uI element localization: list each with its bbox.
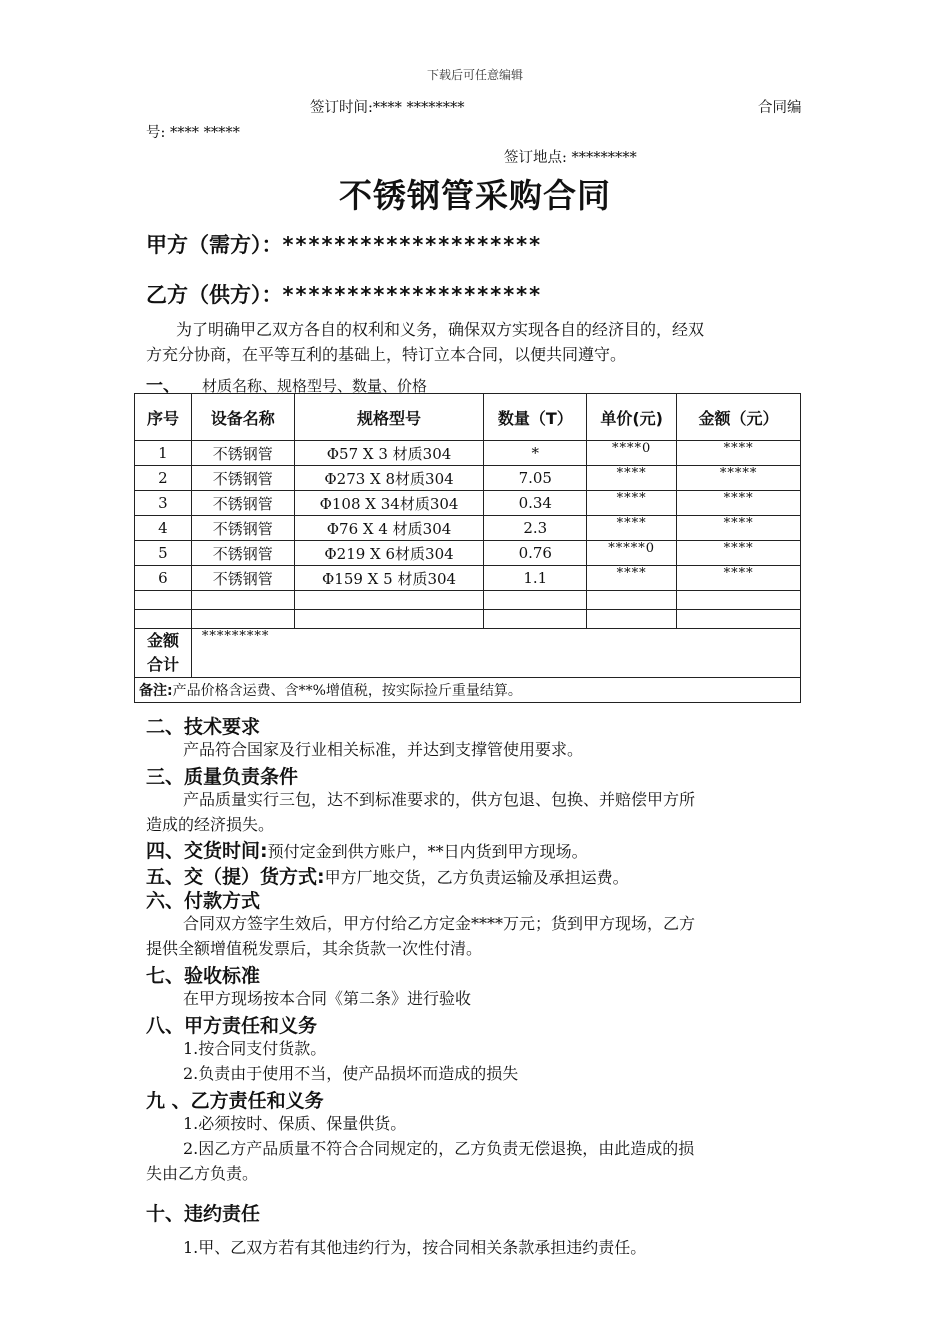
contract-number-label: 合同编 (758, 100, 802, 116)
section-9-item-2-line-2: 失由乙方负责。 (146, 1164, 259, 1183)
total-row (135, 629, 801, 678)
cell-quantity: 7.05 (484, 466, 587, 491)
cell-name: 不锈钢管 (191, 441, 294, 466)
section-4 (146, 836, 588, 864)
section-1-number: 一、 (146, 376, 180, 396)
cell-index: 5 (135, 541, 192, 566)
intro-line-1: 为了明确甲乙双方各自的权利和义务，确保双方实现各自的经济目的，经双 (176, 320, 705, 339)
section-5-title: 五、交（提）货方式: (146, 866, 325, 888)
party-b-value: ******************** (282, 283, 543, 307)
section-7-text: 在甲方现场按本合同《第二条》进行验收 (183, 989, 472, 1008)
section-9-item-1: 1.必须按时、保质、保量供货。 (183, 1114, 407, 1133)
cell-index: 2 (135, 466, 192, 491)
cell-unit-price: **** (587, 566, 677, 591)
cell-quantity: 2.3 (484, 516, 587, 541)
cell-quantity: * (484, 441, 587, 466)
table-row (135, 491, 801, 516)
section-3-line-1: 产品质量实行三包，达不到标准要求的，供方包退、包换、并赔偿甲方所 (183, 790, 696, 809)
cell-spec: Φ76 X 4 材质304 (294, 516, 484, 541)
party-a-value: ******************** (282, 233, 543, 257)
cell-index: 6 (135, 566, 192, 591)
total-label-line-1: 金额 (146, 631, 179, 650)
contract-title: 不锈钢管采购合同 (339, 176, 611, 215)
cell-unit-price: **** (587, 491, 677, 516)
cell-amount: **** (677, 491, 801, 516)
cell-index: 3 (135, 491, 192, 516)
section-8-item-2: 2.负责由于使用不当，使产品损坏而造成的损失 (183, 1064, 519, 1083)
table-row (135, 541, 801, 566)
contract-number: 号: **** ***** (146, 125, 240, 141)
cell-unit-price: **** (587, 516, 677, 541)
cell-index: 4 (135, 516, 192, 541)
note-label: 备注: (139, 683, 173, 699)
cell-quantity: 0.76 (484, 541, 587, 566)
section-4-text: 预付定金到供方账户，**日内货到甲方现场。 (267, 842, 588, 861)
section-10-title: 十、违约责任 (146, 1203, 261, 1225)
section-8-title: 八、甲方责任和义务 (146, 1015, 318, 1037)
section-2-text: 产品符合国家及行业相关标准，并达到支撑管使用要求。 (183, 740, 584, 759)
total-label (135, 629, 192, 678)
cell-spec: Φ219 X 6材质304 (294, 541, 484, 566)
col-header-index: 序号 (135, 394, 192, 441)
section-8-item-1: 1.按合同支付货款。 (183, 1039, 327, 1058)
cell-amount: **** (677, 441, 801, 466)
cell-unit-price: ****0 (587, 441, 677, 466)
col-header-amount: 金额（元） (677, 394, 801, 441)
section-4-title: 四、交货时间: (146, 840, 268, 862)
party-a (146, 229, 542, 259)
cell-spec: Φ57 X 3 材质304 (294, 441, 484, 466)
section-6-line-2: 提供全额增值税发票后，其余货款一次性付清。 (146, 939, 483, 958)
note-text: 产品价格含运费、含**%增值税，按实际捡斤重量结算。 (172, 683, 522, 699)
cell-amount: ***** (677, 466, 801, 491)
section-10-item-1: 1.甲、乙双方若有其他违约行为，按合同相关条款承担违约责任。 (183, 1238, 647, 1257)
col-header-quantity: 数量（T） (484, 394, 587, 441)
table-row (135, 516, 801, 541)
cell-name: 不锈钢管 (191, 466, 294, 491)
cell-index: 1 (135, 441, 192, 466)
cell-name: 不锈钢管 (191, 541, 294, 566)
cell-spec: Φ159 X 5 材质304 (294, 566, 484, 591)
table-note (135, 678, 801, 703)
col-header-name: 设备名称 (191, 394, 294, 441)
section-9-title: 九 、乙方责任和义务 (146, 1090, 324, 1112)
section-3-title: 三、质量负责条件 (146, 766, 299, 788)
party-b-label: 乙方（供方）： (146, 283, 283, 307)
section-2-title: 二、技术要求 (146, 716, 261, 738)
table-row (135, 466, 801, 491)
cell-quantity: 0.34 (484, 491, 587, 516)
section-1-title: 材质名称、规格型号、数量、价格 (202, 377, 428, 395)
section-3-line-2: 造成的经济损失。 (146, 815, 275, 834)
section-6-line-1: 合同双方签字生效后，甲方付给乙方定金****万元；货到甲方现场，乙方 (183, 914, 696, 933)
party-b (146, 279, 542, 309)
download-note: 下载后可任意编辑 (426, 68, 523, 82)
empty-row (135, 591, 801, 610)
section-7-title: 七、验收标准 (146, 965, 261, 987)
section-6-title: 六、付款方式 (146, 890, 261, 912)
sign-place: 签订地点: ********* (504, 150, 637, 166)
col-header-unit-price: 单价(元) (587, 394, 677, 441)
cell-name: 不锈钢管 (191, 566, 294, 591)
section-9-item-2-line-1: 2.因乙方产品质量不符合合同规定的，乙方负责无偿退换，由此造成的损 (183, 1139, 695, 1158)
cell-name: 不锈钢管 (191, 516, 294, 541)
table-row (135, 441, 801, 466)
col-header-spec: 规格型号 (294, 394, 484, 441)
party-a-label: 甲方（需方）： (146, 233, 283, 257)
sign-time: 签订时间:**** ******** (310, 100, 465, 116)
materials-table (134, 393, 801, 703)
cell-name: 不锈钢管 (191, 491, 294, 516)
intro-line-2: 方充分协商，在平等互利的基础上，特订立本合同，以便共同遵守。 (146, 345, 627, 364)
cell-spec: Φ108 X 34材质304 (294, 491, 484, 516)
total-value: ********* (191, 629, 800, 678)
cell-unit-price: *****0 (587, 541, 677, 566)
table-row (135, 566, 801, 591)
cell-quantity: 1.1 (484, 566, 587, 591)
cell-spec: Φ273 X 8材质304 (294, 466, 484, 491)
total-label-line-2: 合计 (146, 655, 179, 674)
cell-unit-price: **** (587, 466, 677, 491)
empty-row (135, 610, 801, 629)
cell-amount: **** (677, 566, 801, 591)
cell-amount: **** (677, 541, 801, 566)
cell-amount: **** (677, 516, 801, 541)
table-header-row (135, 394, 801, 441)
note-row (135, 678, 801, 703)
section-5-text: 甲方厂地交货，乙方负责运输及承担运费。 (324, 868, 629, 887)
